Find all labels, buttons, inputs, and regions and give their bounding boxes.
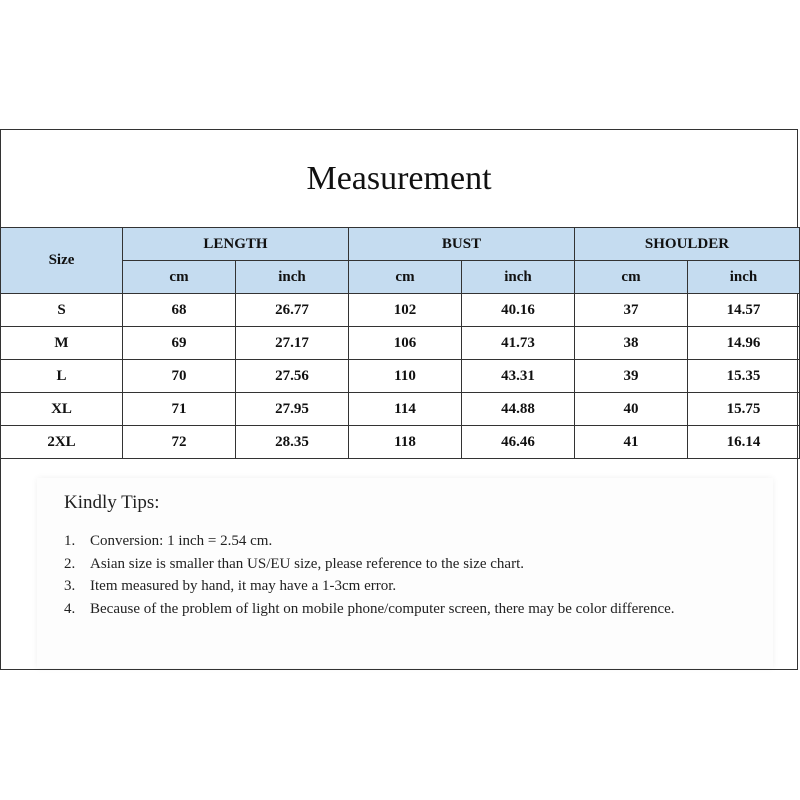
table-cell: 14.96 xyxy=(688,327,800,360)
unit-header: inch xyxy=(688,261,800,294)
table-cell: 70 xyxy=(123,360,236,393)
size-cell: XL xyxy=(1,393,123,426)
table-cell: 114 xyxy=(349,393,462,426)
table-cell: 15.75 xyxy=(688,393,800,426)
tips-title: Kindly Tips: xyxy=(64,492,160,513)
tips-box xyxy=(37,478,773,668)
unit-header: cm xyxy=(123,261,236,294)
size-column-header: Size xyxy=(1,228,123,294)
tips-list xyxy=(64,530,704,620)
table-cell: 39 xyxy=(575,360,688,393)
tip-text: Asian size is smaller than US/EU size, please reference to the size chart. xyxy=(90,555,524,572)
unit-header: inch xyxy=(236,261,349,294)
table-cell: 71 xyxy=(123,393,236,426)
table-cell: 14.57 xyxy=(688,294,800,327)
table-cell: 43.31 xyxy=(462,360,575,393)
size-table xyxy=(0,227,800,459)
group-header-length: LENGTH xyxy=(123,228,349,261)
tip-number: 3. xyxy=(64,578,76,594)
list-item xyxy=(64,575,704,598)
unit-header: cm xyxy=(349,261,462,294)
table-cell: 72 xyxy=(123,426,236,459)
table-cell: 28.35 xyxy=(236,426,349,459)
group-header-bust: BUST xyxy=(349,228,575,261)
table-cell: 37 xyxy=(575,294,688,327)
tip-number: 1. xyxy=(64,533,76,549)
list-item xyxy=(64,553,704,576)
size-cell: L xyxy=(1,360,123,393)
table-cell: 27.56 xyxy=(236,360,349,393)
list-item xyxy=(64,598,704,621)
table-cell: 16.14 xyxy=(688,426,800,459)
table-row xyxy=(1,426,800,459)
table-cell: 118 xyxy=(349,426,462,459)
table-cell: 41 xyxy=(575,426,688,459)
table-cell: 69 xyxy=(123,327,236,360)
table-cell: 44.88 xyxy=(462,393,575,426)
size-cell: 2XL xyxy=(1,426,123,459)
tip-number: 2. xyxy=(64,555,76,572)
unit-header: inch xyxy=(462,261,575,294)
size-cell: S xyxy=(1,294,123,327)
size-chart-frame xyxy=(0,129,798,670)
table-row xyxy=(1,360,800,393)
list-item xyxy=(64,530,704,553)
tip-number: 4. xyxy=(64,600,76,617)
table-cell: 110 xyxy=(349,360,462,393)
table-cell: 40 xyxy=(575,393,688,426)
table-row xyxy=(1,393,800,426)
table-row xyxy=(1,327,800,360)
unit-header: cm xyxy=(575,261,688,294)
table-cell: 102 xyxy=(349,294,462,327)
table-row xyxy=(1,294,800,327)
tip-text: Conversion: 1 inch = 2.54 cm. xyxy=(90,533,273,549)
table-cell: 27.17 xyxy=(236,327,349,360)
table-cell: 68 xyxy=(123,294,236,327)
group-header-shoulder: SHOULDER xyxy=(575,228,800,261)
table-cell: 26.77 xyxy=(236,294,349,327)
table-cell: 41.73 xyxy=(462,327,575,360)
table-cell: 15.35 xyxy=(688,360,800,393)
tip-text: Because of the problem of light on mobile phone/computer screen, there may be color difference. xyxy=(90,600,675,617)
page-title: Measurement xyxy=(306,160,492,197)
size-cell: M xyxy=(1,327,123,360)
table-cell: 38 xyxy=(575,327,688,360)
table-cell: 106 xyxy=(349,327,462,360)
table-cell: 46.46 xyxy=(462,426,575,459)
tip-text: Item measured by hand, it may have a 1-3cm error. xyxy=(90,578,397,594)
table-cell: 27.95 xyxy=(236,393,349,426)
table-cell: 40.16 xyxy=(462,294,575,327)
